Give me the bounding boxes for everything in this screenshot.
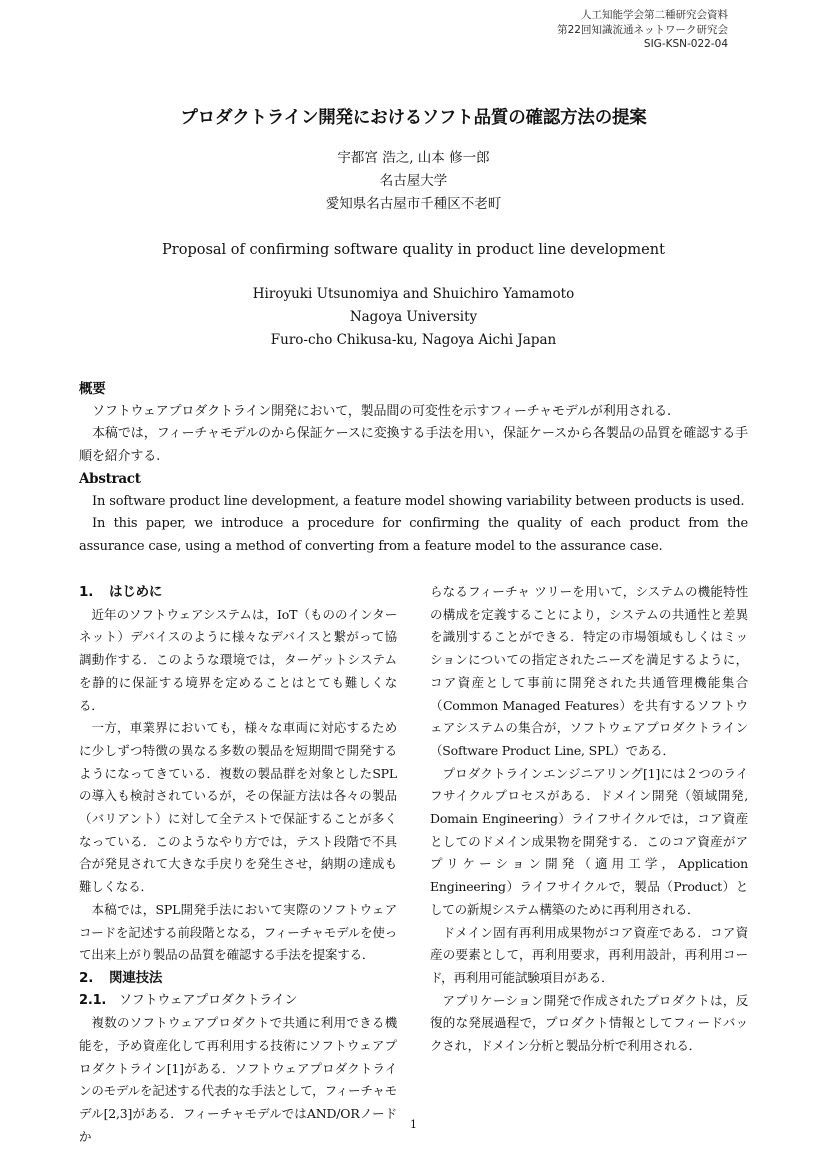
affiliation-en: Nagoya University [349, 309, 478, 325]
abstract-paragraph-ja: ソフトウェアプロダクトライン開発において，製品間の可変性を示すフィーチャモデルが利用される. [92, 403, 671, 419]
abstract-paragraph-ja: 本稿では，フィーチャモデルのから保証ケースに変換する手法を用い，保証ケースから各製品の品質を確認する手順を紹介する. [79, 426, 748, 464]
address-ja: 愛知県名古屋市千種区不老町 [325, 196, 502, 212]
affiliation-ja: 名古屋大学 [379, 173, 448, 189]
body-paragraph: らなるフィーチャ ツリーを用いて，システムの機能特性の構成を定義することにより，システムの共通性と差異を識別することができる．特定の市場領域もしくはミッションについての指定されたニーズを満足するように，コア資産として事前に開発された共通管理機能集合（Common Managed Features）を共有するソフトウェアシステムの集合が，ソフトウェアプロダクトライン（Software Product Line, SPL）である． [430, 584, 748, 758]
section-title: 関連技法 [109, 969, 163, 986]
address-en: Furo-cho Chikusa-ku, Nagoya Aichi Japan [270, 332, 557, 348]
title-block [79, 105, 748, 352]
section-number: 2. [79, 969, 94, 986]
page-number: 1 [410, 1118, 417, 1131]
body-paragraph: アプリケーション開発で作成されたプロダクトは，反復的な発展過程で，プロダクト情報としてフィードバックされ，ドメイン分析と製品分析で利用される． [430, 992, 748, 1054]
right-column [430, 581, 748, 1149]
subsection-number: 2.1. [79, 992, 107, 1008]
body-paragraph: ドメイン固有再利用成果物がコア資産である．コア資産の要素として，再利用要求，再利用設計，再利用コード，再利用可能試験項目がある． [430, 924, 748, 985]
left-column [79, 581, 397, 1149]
body-paragraph: 近年のソフトウェアシステムは，IoT（もののインターネット）デバイスのように様々なデバイスと繋がって協調動作する．このような環境では，ターゲットシステムを静的に保証する境界を定めることはとても難しくなる． [79, 606, 397, 713]
paper-title-en: Proposal of confirming software quality in product line development [162, 242, 665, 258]
abstract-paragraph-en: In this paper, we introduce a procedure for confirming the quality of each product from the assurance case, using a method of converting from a feature model to the assurance case. [79, 516, 748, 554]
section-title: はじめに [109, 584, 163, 600]
body-paragraph: プロダクトラインエンジニアリング[1]には２つのライフサイクルプロセスがある．ドメイン開発（領域開発, Domain Engineering）ライフサイクルでは，コア資産としてのドメイン成果物を開発する．このコア資産がアプリケーション開発（適用工学，Application Engineering）ライフサイクルで，製品（Product）としての新規システム構築のために再利用される． [430, 765, 748, 917]
authors-en: Hiroyuki Utsunomiya and Shuichiro Yamamoto [252, 286, 575, 302]
abstract-paragraph-en: In software product line development, a feature model showing variability between products is used. [92, 493, 745, 509]
conference-info-line: 第22回知識流通ネットワーク研究会 [557, 23, 728, 36]
section-number: 1. [79, 584, 94, 600]
section-heading [79, 581, 397, 604]
conference-info [557, 8, 728, 52]
authors-ja: 宇都宮 浩之, 山本 修一郎 [337, 150, 490, 166]
body-columns [79, 581, 748, 1149]
conference-info-line: 人工知能学会第二種研究会資料 [581, 9, 728, 21]
body-paragraph: 本稿では，SPL開発手法において実際のソフトウェアコードを記述する前段階となる，フィーチャモデルを使って出来上がり製品の品質を確認する手法を提案する． [79, 901, 397, 963]
subsection-title: ソフトウェアプロダクトライン [119, 992, 298, 1008]
body-paragraph: 一方，車業界においても，様々な車両に対応するために少しずつ特徴の異なる多数の製品を短期間で開発するようになってきている．複数の製品群を対象としたSPLの導入も検討されているが，その保証方法は各々の製品（バリアント）に対して全テストで保証することが多くなっている．このようなやり方では，テスト段階で不具合が発見されて大きな手戻りを発生させ，納期の達成も難しくなる． [79, 720, 397, 895]
body-paragraph: 複数のソフトウェアプロダクトで共通に利用できる機能を，予め資産化して再利用する技術にソフトウェアプロダクトライン[1]がある．ソフトウェアプロダクトラインのモデルを記述する代表的な手法として，フィーチャモデル[2,3]がある．フィーチャモデルではAND/ORノードか [79, 1015, 397, 1144]
paper-title-ja: プロダクトライン開発におけるソフト品質の確認方法の提案 [180, 108, 647, 128]
document-id: SIG-KSN-022-04 [643, 38, 728, 50]
abstract-heading-ja: 概要 [79, 381, 106, 397]
abstract-section [79, 378, 748, 558]
subsection-heading [79, 990, 397, 1013]
abstract-heading-en: Abstract [79, 471, 141, 487]
section-heading [79, 967, 397, 990]
